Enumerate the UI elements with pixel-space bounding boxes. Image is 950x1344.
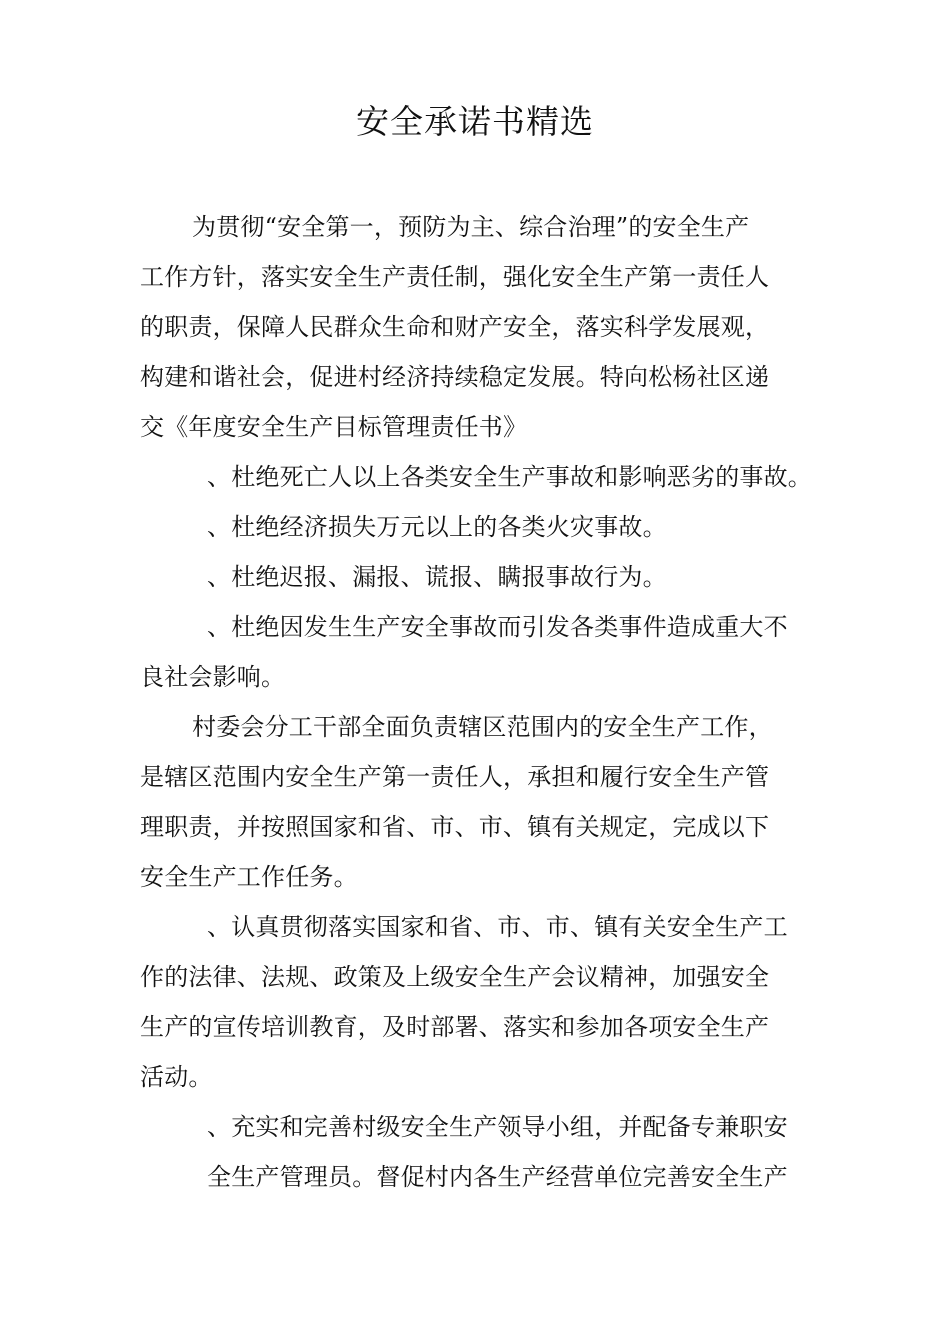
paragraph-line: 活动。 [140,1063,213,1091]
paragraph-line: 生产的宣传培训教育，及时部署、落实和参加各项安全生产 [140,1013,770,1041]
paragraph-line: 、杜绝死亡人以上各类安全生产事故和影响恶劣的事故。 [207,463,812,491]
paragraph-line: 、杜绝经济损失万元以上的各类火灾事故。 [207,513,667,541]
paragraph-line: 全生产管理员。督促村内各生产经营单位完善安全生产 [207,1163,788,1191]
paragraph-line: 交《年度安全生产目标管理责任书》 [140,413,528,441]
paragraph-line: 、杜绝迟报、漏报、谎报、瞒报事故行为。 [207,563,667,591]
paragraph-line: 构建和谐社会，促进村经济持续稳定发展。特向松杨社区递 [140,363,770,391]
paragraph-line: 为贯彻“安全第一，预防为主、综合治理”的安全生产 [192,213,750,241]
document-title: 安全承诺书精选 [356,102,594,141]
paragraph-line: 理职责，并按照国家和省、市、市、镇有关规定，完成以下 [140,813,770,841]
paragraph-line: 良社会影响。 [140,663,286,691]
paragraph-line: 安全生产工作任务。 [140,863,358,891]
paragraph-line: 工作方针，落实安全生产责任制，强化安全生产第一责任人 [140,263,770,291]
paragraph-line: 是辖区范围内安全生产第一责任人，承担和履行安全生产管 [140,763,770,791]
paragraph-line: 、杜绝因发生生产安全事故而引发各类事件造成重大不 [207,613,788,641]
paragraph-line: 、认真贯彻落实国家和省、市、市、镇有关安全生产工 [207,913,788,941]
paragraph-line: 村委会分工干部全面负责辖区范围内的安全生产工作， [192,713,773,741]
paragraph-line: 作的法律、法规、政策及上级安全生产会议精神，加强安全 [140,963,770,991]
paragraph-line: 、充实和完善村级安全生产领导小组，并配备专兼职安 [207,1113,788,1141]
paragraph-line: 的职责，保障人民群众生命和财产安全，落实科学发展观， [140,313,770,341]
